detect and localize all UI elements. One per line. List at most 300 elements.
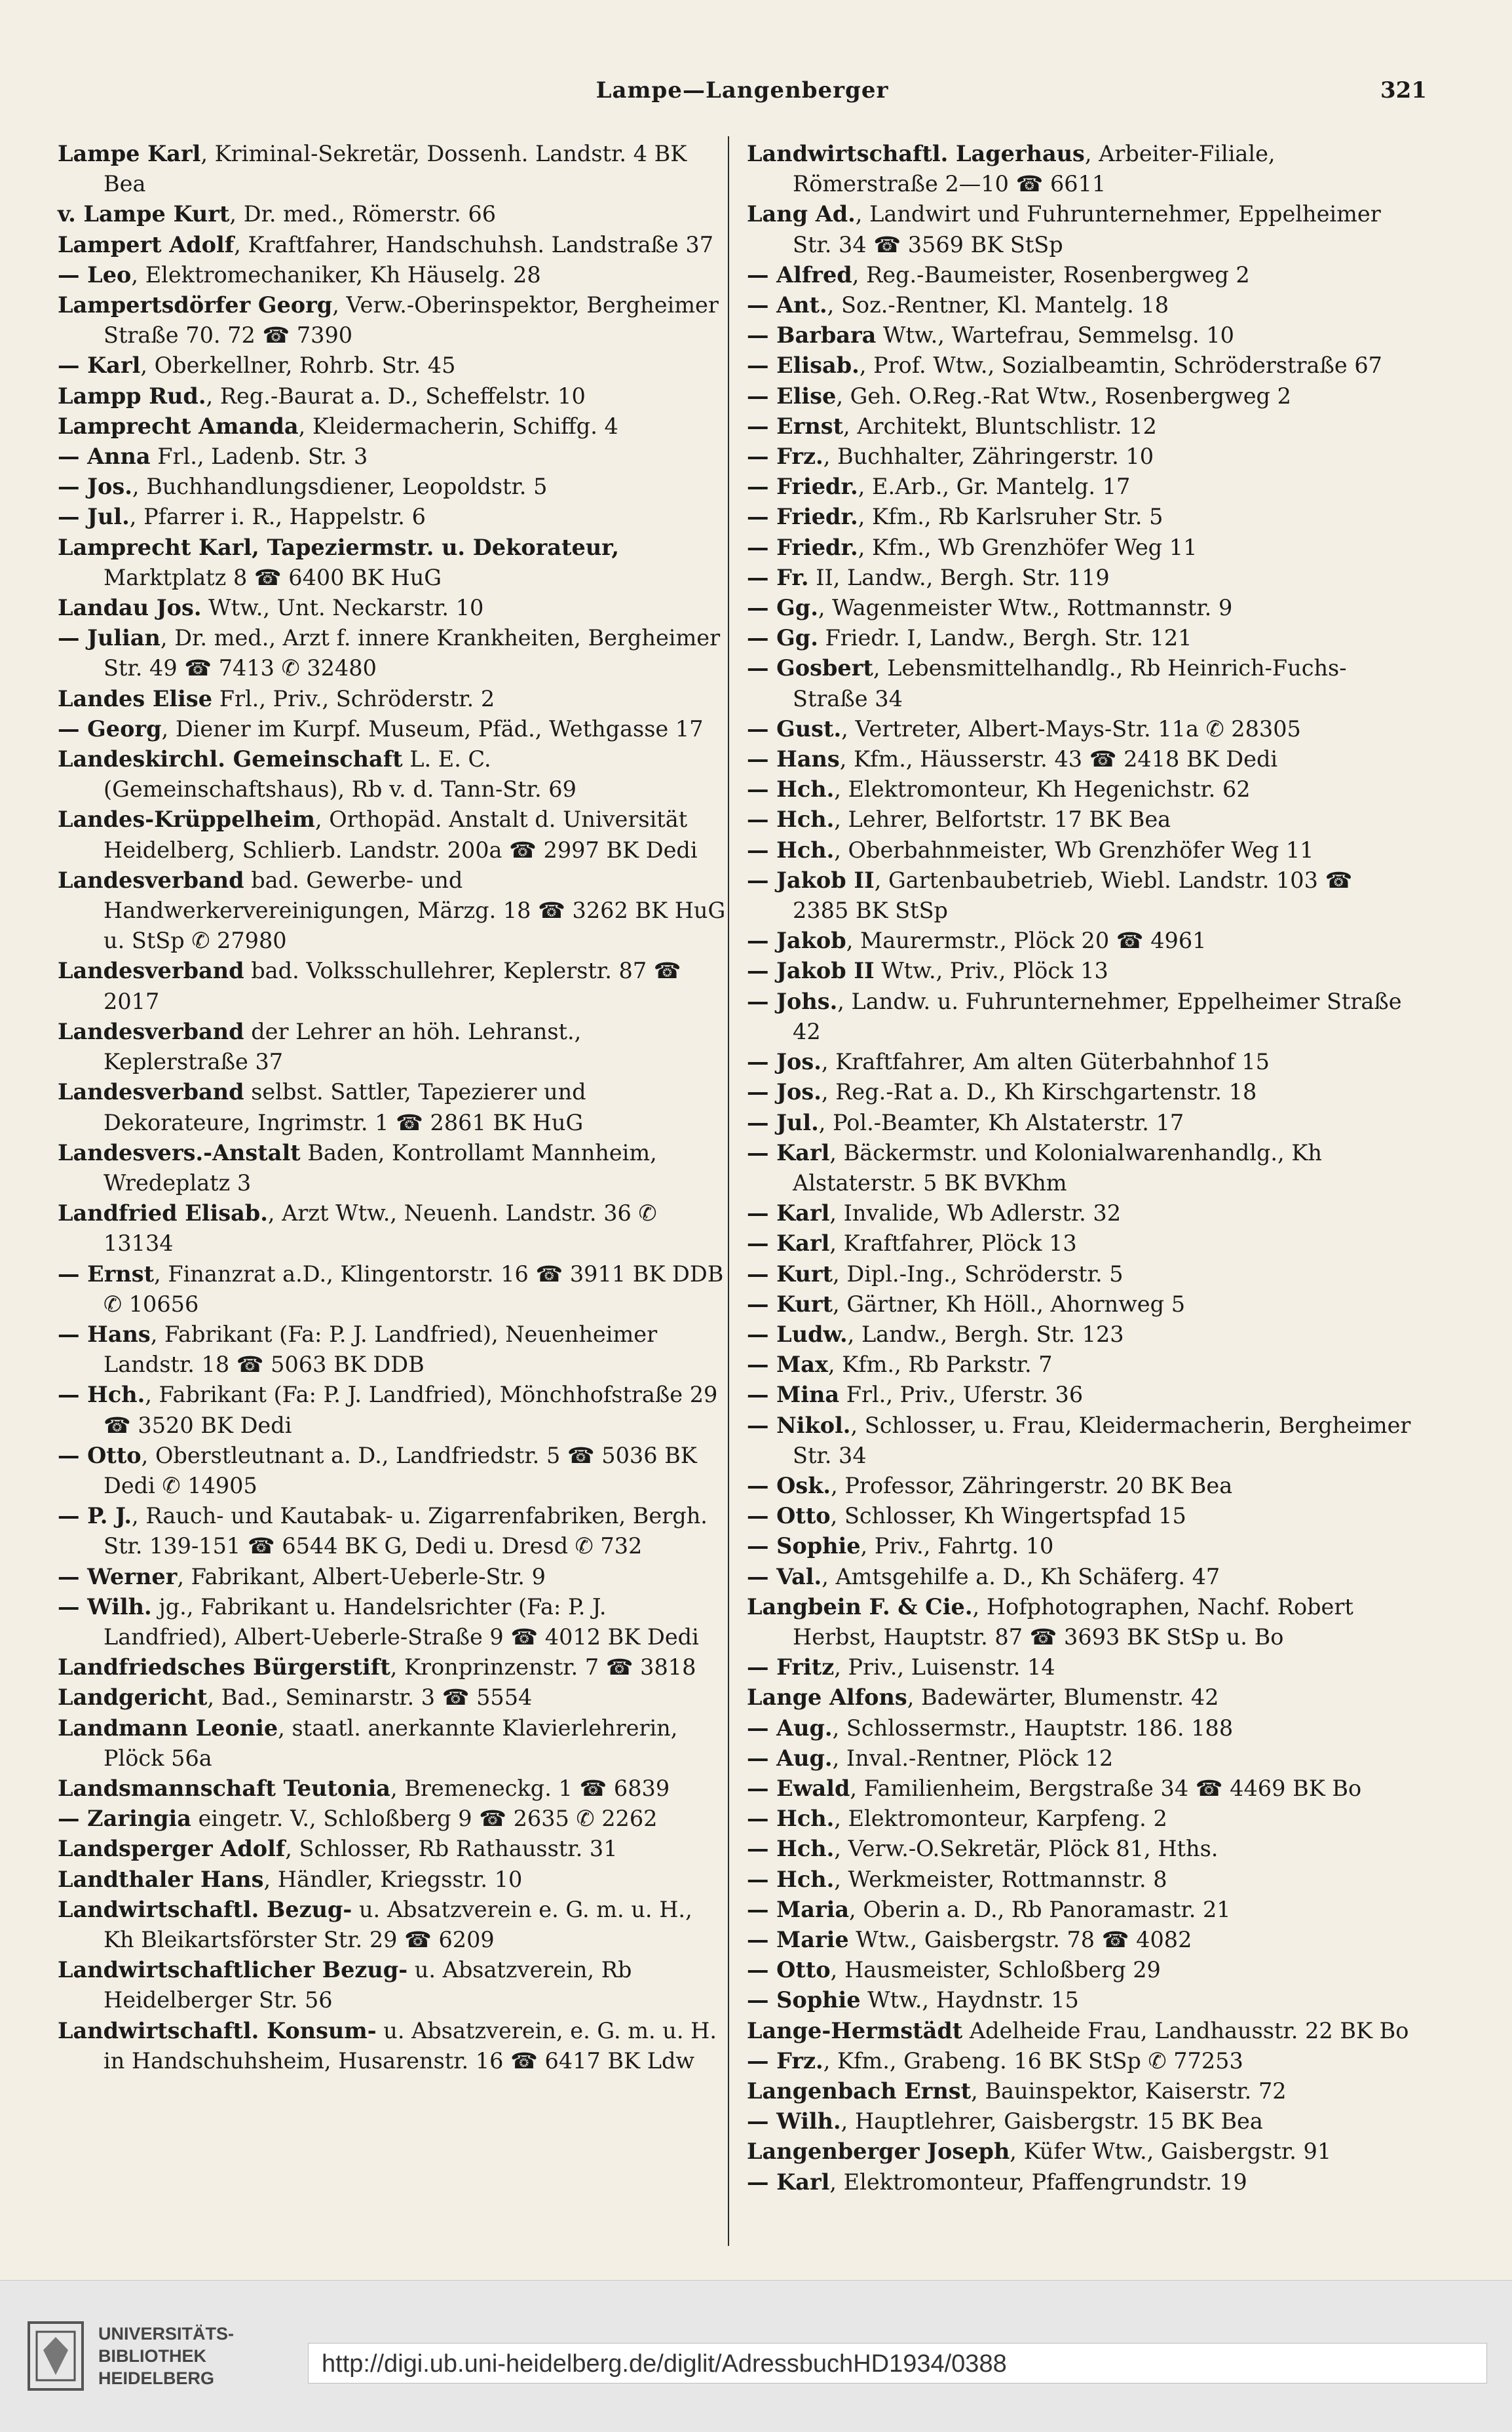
entry-details: , Vertreter, Albert-Mays-Str. 11a ✆ 28305 xyxy=(841,715,1301,742)
entry-details: , Fabrikant, Albert-Ueberle-Str. 9 xyxy=(177,1563,546,1589)
entry-name: — Hch. xyxy=(747,1866,835,1892)
entry-name: — Friedr. xyxy=(747,474,858,500)
entry-details: , Kfm., Wb Grenzhöfer Weg 11 xyxy=(858,534,1198,560)
directory-entry xyxy=(58,533,726,593)
entry-details: , Rauch- und Kautabak- u. Zigarrenfabriken, Bergh. Str. 139-151 ☎ 6544 BK G, Dedi u. Dresd ✆ 732 xyxy=(104,1503,708,1559)
directory-entry xyxy=(58,1682,726,1713)
directory-entry xyxy=(747,1652,1415,1682)
entry-details: , Bäckermstr. und Kolonialwarenhandlg., Kh Alstaterstr. 5 BK BVKhm xyxy=(793,1139,1322,1196)
entry-details: Adelheide Frau, Landhausstr. 22 BK Bo xyxy=(962,2017,1409,2043)
directory-entry xyxy=(747,987,1415,1047)
entry-name: — Fritz xyxy=(747,1654,835,1681)
entry-details: , Inval.-Rentner, Plöck 12 xyxy=(832,1745,1114,1771)
library-logo xyxy=(26,2320,301,2399)
directory-entry xyxy=(747,865,1415,926)
entry-details: , Verw.-O.Sekretär, Plöck 81, Hths. xyxy=(834,1836,1219,1862)
entry-name: — Elise xyxy=(747,383,837,409)
directory-entry xyxy=(58,805,726,865)
directory-entry xyxy=(58,1774,726,1804)
entry-details: , Reg.-Baumeister, Rosenbergweg 2 xyxy=(852,261,1250,288)
entry-name: — Gg. xyxy=(747,595,818,621)
entry-details: selbst. Sattler, Tapezierer und Dekorateure, Ingrimstr. 1 ☎ 2861 BK HuG xyxy=(104,1079,586,1135)
entry-details: , Gärtner, Kh Höll., Ahornweg 5 xyxy=(833,1291,1186,1317)
entry-details: , Oberbahnmeister, Wb Grenzhöfer Weg 11 xyxy=(834,837,1314,863)
directory-entry xyxy=(747,533,1415,563)
directory-entry xyxy=(58,593,726,623)
entry-name: Langenberger Joseph xyxy=(747,2138,1010,2165)
directory-entry xyxy=(58,502,726,532)
entry-name: Langbein F. & Cie. xyxy=(747,1593,973,1620)
library-seal-icon xyxy=(26,2320,85,2392)
entry-name: Landesverband xyxy=(58,867,244,893)
directory-entry xyxy=(58,472,726,502)
directory-entry xyxy=(747,1411,1415,1471)
directory-entry xyxy=(747,744,1415,774)
directory-entry xyxy=(747,1895,1415,1925)
directory-entry xyxy=(58,1380,726,1440)
directory-entry xyxy=(747,1592,1415,1652)
entry-name: Landgericht xyxy=(58,1684,208,1711)
entry-details: , Buchhandlungsdiener, Leopoldstr. 5 xyxy=(132,474,548,500)
directory-entry xyxy=(58,1259,726,1320)
directory-entry xyxy=(58,1834,726,1864)
directory-entry xyxy=(747,2137,1415,2167)
directory-entry xyxy=(747,1259,1415,1289)
entry-details: Wtw., Gaisbergstr. 78 ☎ 4082 xyxy=(848,1926,1192,1952)
directory-entry xyxy=(58,1017,726,1077)
entry-details: , Elektromonteur, Kh Hegenichstr. 62 xyxy=(834,776,1251,803)
entry-name: — Ant. xyxy=(747,292,827,318)
entry-details: Marktplatz 8 ☎ 6400 BK HuG xyxy=(104,564,442,590)
directory-entry xyxy=(747,1077,1415,1107)
entry-name: v. Lampe Kurt xyxy=(58,201,230,227)
entry-details: Wtw., Haydnstr. 15 xyxy=(860,1987,1079,2013)
entry-name: Lamprecht Karl, Tapeziermstr. u. Dekorateur, xyxy=(58,534,620,560)
directory-entry xyxy=(58,1320,726,1380)
entry-details: Wtw., Priv., Plöck 13 xyxy=(874,958,1108,984)
entry-details: , Werkmeister, Rottmannstr. 8 xyxy=(834,1866,1167,1892)
entry-details: , Elektromonteur, Pfaffengrundstr. 19 xyxy=(829,2169,1247,2195)
entry-details: , Händler, Kriegsstr. 10 xyxy=(263,1866,523,1892)
entry-details: , Bremeneckg. 1 ☎ 6839 xyxy=(390,1775,670,1801)
directory-entry xyxy=(747,1471,1415,1501)
entry-details: , Kleidermacherin, Schiffg. 4 xyxy=(298,413,618,439)
viewer-footer xyxy=(0,2280,1512,2432)
entry-details: jg., Fabrikant u. Handelsrichter (Fa: P. J. Landfried), Albert-Ueberle-Straße 9 ☎ 4012 BK Dedi xyxy=(104,1593,699,1650)
entry-name: — Jos. xyxy=(747,1079,822,1105)
entry-name: — Otto xyxy=(747,1957,831,1983)
directory-entry xyxy=(747,1804,1415,1834)
entry-details: , Hauptlehrer, Gaisbergstr. 15 BK Bea xyxy=(841,2108,1263,2135)
entry-name: Landwirtschaftl. Konsum- xyxy=(58,2017,377,2043)
directory-entry xyxy=(747,1380,1415,1410)
entry-details: , staatl. anerkannte Klavierlehrerin, Plöck 56a xyxy=(104,1715,678,1771)
entry-details: Frl., Priv., Uferstr. 36 xyxy=(839,1382,1084,1408)
directory-entry xyxy=(747,2106,1415,2137)
directory-entry xyxy=(747,1501,1415,1531)
left-column xyxy=(58,139,726,2076)
directory-entry xyxy=(747,381,1415,411)
entry-name: — Ludw. xyxy=(747,1321,848,1347)
directory-entry xyxy=(747,1047,1415,1077)
entry-details: , Hofphotographen, Nachf. Robert Herbst, Hauptstr. 87 ☎ 3693 BK StSp u. Bo xyxy=(793,1593,1353,1650)
entry-details: II, Landw., Bergh. Str. 119 xyxy=(808,564,1110,590)
entry-name: — Hans xyxy=(58,1321,151,1347)
directory-entry xyxy=(747,1198,1415,1228)
entry-details: , Badewärter, Blumenstr. 42 xyxy=(907,1684,1219,1711)
column-divider xyxy=(728,136,729,2246)
entry-name: — Karl xyxy=(747,1200,830,1226)
entry-name: Landes Elise xyxy=(58,685,213,712)
entry-details: , Oberin a. D., Rb Panoramastr. 21 xyxy=(849,1896,1231,1922)
entry-name: — Aug. xyxy=(747,1715,833,1741)
entry-name: — Frz. xyxy=(747,2047,823,2074)
entry-details: , Reg.-Rat a. D., Kh Kirschgartenstr. 18 xyxy=(821,1079,1257,1105)
entry-details: bad. Volksschullehrer, Keplerstr. 87 ☎ 2017 xyxy=(104,958,681,1014)
entry-name: — Osk. xyxy=(747,1472,831,1498)
directory-entry xyxy=(747,563,1415,593)
library-name-line: UNIVERSITÄTS- xyxy=(98,2324,235,2344)
directory-entry xyxy=(58,1441,726,1501)
entry-details: , Wagenmeister Wtw., Rottmannstr. 9 xyxy=(818,595,1233,621)
entry-details: , Elektromonteur, Karpfeng. 2 xyxy=(834,1806,1167,1832)
entry-name: Landthaler Hans xyxy=(58,1866,264,1892)
entry-name: — Otto xyxy=(747,1503,831,1529)
directory-entry xyxy=(747,1531,1415,1561)
entry-name: — P. J. xyxy=(58,1503,132,1529)
directory-entry xyxy=(747,653,1415,713)
directory-entry xyxy=(747,1713,1415,1743)
entry-name: Landau Jos. xyxy=(58,595,202,621)
directory-entry xyxy=(747,926,1415,956)
entry-name: — Maria xyxy=(747,1896,850,1922)
entry-name: — Frz. xyxy=(747,444,823,470)
entry-name: — Barbara xyxy=(747,322,877,349)
entry-name: — Karl xyxy=(58,352,141,379)
entry-name: Landfriedsches Bürgerstift xyxy=(58,1654,390,1681)
directory-entry xyxy=(58,290,726,351)
directory-entry xyxy=(747,1350,1415,1380)
page-number: 321 xyxy=(1380,77,1427,104)
entry-name: — Marie xyxy=(747,1926,849,1952)
entry-name: — Leo xyxy=(58,261,132,288)
directory-entry xyxy=(747,411,1415,442)
directory-entry xyxy=(747,1228,1415,1259)
entry-name: Landsperger Adolf xyxy=(58,1836,286,1862)
entry-details: Friedr. I, Landw., Bergh. Str. 121 xyxy=(818,625,1192,651)
entry-name: — Wilh. xyxy=(747,2108,841,2135)
entry-name: — Friedr. xyxy=(747,504,858,530)
directory-entry xyxy=(58,623,726,683)
entry-details: , Gartenbaubetrieb, Wiebl. Landstr. 103 ☎ 2385 BK StSp xyxy=(793,867,1353,924)
entry-details: , Arbeiter-Filiale, Römerstraße 2—10 ☎ 6611 xyxy=(793,141,1276,197)
entry-details: , Priv., Fahrtg. 10 xyxy=(860,1533,1054,1559)
entry-details: , Architekt, Bluntschlistr. 12 xyxy=(843,413,1157,439)
directory-entry xyxy=(58,351,726,381)
entry-name: — Kurt xyxy=(747,1291,833,1317)
entry-details: , Elektromechaniker, Kh Häuselg. 28 xyxy=(131,261,541,288)
directory-entry xyxy=(747,2016,1415,2046)
library-name-line: HEIDELBERG xyxy=(98,2368,215,2388)
entry-details: , Kfm., Grabeng. 16 BK StSp ✆ 77253 xyxy=(823,2047,1243,2074)
entry-details: , Pfarrer i. R., Happelstr. 6 xyxy=(129,504,426,530)
entry-details: , Kraftfahrer, Plöck 13 xyxy=(829,1230,1077,1257)
entry-name: Landmann Leonie xyxy=(58,1715,278,1741)
entry-name: — Hch. xyxy=(58,1382,145,1408)
directory-entry xyxy=(58,1652,726,1682)
directory-entry xyxy=(58,1895,726,1955)
entry-name: Lampertsdörfer Georg xyxy=(58,292,333,318)
directory-entry xyxy=(747,1955,1415,1985)
entry-name: — Jos. xyxy=(747,1049,822,1075)
entry-name: Landesverband xyxy=(58,1079,244,1105)
entry-name: — Ernst xyxy=(58,1261,155,1287)
entry-details: , Prof. Wtw., Sozialbeamtin, Schröderstraße 67 xyxy=(859,352,1382,379)
directory-entry xyxy=(747,2046,1415,2076)
directory-entry xyxy=(58,865,726,957)
entry-name: Landesverband xyxy=(58,958,244,984)
directory-entry xyxy=(747,1138,1415,1198)
entry-details: , Buchhalter, Zähringerstr. 10 xyxy=(823,444,1154,470)
directory-entry xyxy=(747,956,1415,986)
directory-entry xyxy=(747,320,1415,351)
directory-entry xyxy=(58,1198,726,1259)
entry-details: , Kfm., Rb Parkstr. 7 xyxy=(827,1352,1053,1378)
entry-details: , Dipl.-Ing., Schröderstr. 5 xyxy=(833,1261,1124,1287)
directory-entry xyxy=(747,260,1415,290)
entry-name: Lampp Rud. xyxy=(58,383,206,409)
entry-details: , Amtsgehilfe a. D., Kh Schäferg. 47 xyxy=(822,1563,1220,1589)
directory-entry xyxy=(747,199,1415,259)
directory-entry xyxy=(58,442,726,472)
directory-entry xyxy=(747,442,1415,472)
entry-name: — Elisab. xyxy=(747,352,860,379)
entry-name: — Jakob II xyxy=(747,867,875,893)
entry-details: , Finanzrat a.D., Klingentorstr. 16 ☎ 3911 BK DDB ✆ 10656 xyxy=(104,1261,724,1317)
entry-details: , Soz.-Rentner, Kl. Mantelg. 18 xyxy=(827,292,1169,318)
entry-name: — Wilh. xyxy=(58,1593,152,1620)
right-column xyxy=(747,139,1415,2197)
entry-details: , Arzt Wtw., Neuenh. Landstr. 36 ✆ 13134 xyxy=(104,1200,657,1257)
entry-name: — Ewald xyxy=(747,1775,850,1801)
directory-entry xyxy=(58,1865,726,1895)
entry-name: — Werner xyxy=(58,1563,178,1589)
directory-entry xyxy=(747,1108,1415,1138)
entry-name: Lamprecht Amanda xyxy=(58,413,299,439)
entry-name: — Kurt xyxy=(747,1261,833,1287)
entry-name: Lampert Adolf xyxy=(58,231,235,257)
permalink-url[interactable]: http://digi.ub.uni-heidelberg.de/diglit/AdressbuchHD1934/0388 xyxy=(308,2343,1487,2384)
entry-name: Landwirtschaftlicher Bezug- xyxy=(58,1957,408,1983)
directory-entry xyxy=(747,472,1415,502)
directory-entry xyxy=(58,956,726,1016)
entry-name: — Alfred xyxy=(747,261,852,288)
entry-name: — Jos. xyxy=(58,474,132,500)
entry-name: Langenbach Ernst xyxy=(747,2078,972,2104)
entry-details: , Landw. u. Fuhrunternehmer, Eppelheimer Straße 42 xyxy=(793,988,1402,1044)
entry-name: — Hch. xyxy=(747,837,835,863)
entry-name: — Johs. xyxy=(747,988,838,1014)
entry-name: — Hch. xyxy=(747,1836,835,1862)
entry-details: der Lehrer an höh. Lehranst., Keplerstraße 37 xyxy=(104,1018,582,1075)
entry-name: — Hch. xyxy=(747,1806,835,1832)
entry-details: L. E. C. (Gemeinschaftshaus), Rb v. d. Tann-Str. 69 xyxy=(104,746,576,803)
directory-entry xyxy=(58,1138,726,1198)
entry-details: , Dr. med., Arzt f. innere Krankheiten, Bergheimer Str. 49 ☎ 7413 ✆ 32480 xyxy=(104,625,721,681)
entry-details: , Reg.-Baurat a. D., Scheffelstr. 10 xyxy=(206,383,586,409)
directory-entry xyxy=(58,139,726,199)
entry-details: , Lebensmittelhandlg., Rb Heinrich-Fuchs-Straße 34 xyxy=(793,655,1347,712)
entry-details: , Bauinspektor, Kaiserstr. 72 xyxy=(971,2078,1287,2104)
directory-entry xyxy=(747,2076,1415,2106)
entry-name: — Karl xyxy=(747,1139,830,1166)
entry-details: Frl., Ladenb. Str. 3 xyxy=(150,444,368,470)
entry-details: , Bad., Seminarstr. 3 ☎ 5554 xyxy=(207,1684,533,1711)
directory-entry xyxy=(747,714,1415,744)
entry-details: , Diener im Kurpf. Museum, Pfäd., Wethgasse 17 xyxy=(161,715,704,742)
entry-details: u. Absatzverein e. G. m. u. H., Kh Bleikartsförster Str. 29 ☎ 6209 xyxy=(104,1896,692,1952)
directory-entry xyxy=(747,805,1415,835)
entry-details: , Lehrer, Belfortstr. 17 BK Bea xyxy=(834,807,1171,833)
directory-entry xyxy=(747,774,1415,805)
entry-name: — Ernst xyxy=(747,413,844,439)
entry-name: Landwirtschaftl. Bezug- xyxy=(58,1896,352,1922)
entry-name: — Nikol. xyxy=(747,1412,851,1438)
entry-name: — Mina xyxy=(747,1382,840,1408)
entry-name: — Georg xyxy=(58,715,162,742)
entry-name: — Val. xyxy=(747,1563,822,1589)
entry-details: , Landw., Bergh. Str. 123 xyxy=(847,1321,1124,1347)
directory-entry xyxy=(58,260,726,290)
entry-details: , Maurermstr., Plöck 20 ☎ 4961 xyxy=(846,928,1207,954)
entry-name: Lange-Hermstädt xyxy=(747,2017,963,2043)
entry-name: — Anna xyxy=(58,444,151,470)
directory-entry xyxy=(747,1774,1415,1804)
entry-name: Landwirtschaftl. Lagerhaus xyxy=(747,141,1085,166)
entry-details: , Oberkellner, Rohrb. Str. 45 xyxy=(140,352,456,379)
directory-entry xyxy=(58,1955,726,2015)
directory-entry xyxy=(747,835,1415,865)
entry-details: , Kfm., Rb Karlsruher Str. 5 xyxy=(858,504,1163,530)
entry-details: , Kriminal-Sekretär, Dossenh. Landstr. 4 BK Bea xyxy=(104,141,687,197)
directory-entry xyxy=(747,623,1415,653)
entry-details: , Kfm., Häusserstr. 43 ☎ 2418 BK Dedi xyxy=(839,746,1278,772)
entry-details: , Dr. med., Römerstr. 66 xyxy=(229,201,497,227)
directory-entry xyxy=(747,1743,1415,1774)
entry-name: — Hch. xyxy=(747,807,835,833)
entry-name: — Sophie xyxy=(747,1987,861,2013)
entry-name: — Aug. xyxy=(747,1745,833,1771)
entry-details: u. Absatzverein, Rb Heidelberger Str. 56 xyxy=(104,1957,632,2013)
directory-entry xyxy=(58,744,726,805)
entry-details: , Landwirt und Fuhrunternehmer, Eppelheimer Str. 34 ☎ 3569 BK StSp xyxy=(793,201,1381,257)
entry-details: , Schlosser, Rb Rathausstr. 31 xyxy=(285,1836,618,1862)
entry-details: , Orthopäd. Anstalt d. Universität Heidelberg, Schlierb. Landstr. 200a ☎ 2997 BK Dedi xyxy=(104,807,698,863)
directory-entry xyxy=(58,381,726,411)
entry-details: , Kronprinzenstr. 7 ☎ 3818 xyxy=(390,1654,696,1681)
entry-name: — Hans xyxy=(747,746,840,772)
entry-details: Frl., Priv., Schröderstr. 2 xyxy=(212,685,495,712)
entry-name: — Sophie xyxy=(747,1533,861,1559)
entry-details: u. Absatzverein, e. G. m. u. H. in Handschuhsheim, Husarenstr. 16 ☎ 6417 BK Ldw xyxy=(104,2017,717,2074)
directory-entry xyxy=(58,684,726,714)
entry-details: , Invalide, Wb Adlerstr. 32 xyxy=(829,1200,1122,1226)
directory-entry xyxy=(747,2167,1415,2197)
library-name-line: BIBLIOTHEK xyxy=(98,2346,206,2366)
entry-name: — Zaringia xyxy=(58,1806,191,1832)
page-title: Lampe—Langenberger xyxy=(595,77,889,104)
entry-details: , Fabrikant (Fa: P. J. Landfried), Mönchhofstraße 29 ☎ 3520 BK Dedi xyxy=(104,1382,718,1438)
directory-entry xyxy=(747,290,1415,320)
entry-name: — Hch. xyxy=(747,776,835,803)
directory-entry xyxy=(747,1289,1415,1320)
entry-name: — Karl xyxy=(747,2169,830,2195)
directory-entry xyxy=(58,230,726,260)
entry-details: , Kraftfahrer, Am alten Güterbahnhof 15 xyxy=(821,1049,1270,1075)
entry-details: , Hausmeister, Schloßberg 29 xyxy=(830,1957,1161,1983)
directory-entry xyxy=(747,1985,1415,2015)
entry-details: Wtw., Wartefrau, Semmelsg. 10 xyxy=(876,322,1234,349)
directory-entry xyxy=(58,714,726,744)
entry-name: — Jakob II xyxy=(747,958,875,984)
directory-entry xyxy=(58,2016,726,2076)
entry-details: , Geh. O.Reg.-Rat Wtw., Rosenbergweg 2 xyxy=(836,383,1291,409)
directory-entry xyxy=(747,1865,1415,1895)
entry-name: — Jul. xyxy=(58,504,130,530)
entry-name: Lang Ad. xyxy=(747,201,856,227)
directory-entry xyxy=(747,1562,1415,1592)
directory-entry xyxy=(58,1501,726,1561)
entry-name: — Gust. xyxy=(747,715,842,742)
entry-name: — Gosbert xyxy=(747,655,873,681)
entry-details: , Schlossermstr., Hauptstr. 186. 188 xyxy=(832,1715,1234,1741)
entry-details: , Kraftfahrer, Handschuhsh. Landstraße 37 xyxy=(234,231,714,257)
directory-entry xyxy=(58,1077,726,1137)
entry-name: — Karl xyxy=(747,1230,830,1257)
entry-name: Lange Alfons xyxy=(747,1684,907,1711)
entry-details: eingetr. V., Schloßberg 9 ☎ 2635 ✆ 2262 xyxy=(191,1806,658,1832)
entry-details: , Schlosser, u. Frau, Kleidermacherin, Bergheimer Str. 34 xyxy=(793,1412,1411,1468)
entry-name: — Jakob xyxy=(747,928,846,954)
directory-entry xyxy=(58,1804,726,1834)
entry-details: bad. Gewerbe- und Handwerkervereinigungen, Märzg. 18 ☎ 3262 BK HuG u. StSp ✆ 27980 xyxy=(104,867,726,954)
entry-name: Landesvers.-Anstalt xyxy=(58,1139,301,1166)
directory-entry xyxy=(747,1682,1415,1713)
entry-name: Landes-Krüppelheim xyxy=(58,807,315,833)
directory-entry xyxy=(58,1713,726,1774)
entry-name: — Otto xyxy=(58,1442,142,1468)
entry-details: , Verw.-Oberinspektor, Bergheimer Straße 70. 72 ☎ 7390 xyxy=(104,292,719,349)
directory-entry xyxy=(58,1592,726,1652)
entry-details: , Professor, Zähringerstr. 20 BK Bea xyxy=(831,1472,1233,1498)
entry-details: , Familienheim, Bergstraße 34 ☎ 4469 BK Bo xyxy=(850,1775,1362,1801)
entry-name: — Friedr. xyxy=(747,534,858,560)
entry-details: , Küfer Wtw., Gaisbergstr. 91 xyxy=(1010,2138,1332,2165)
entry-name: Landeskirchl. Gemeinschaft xyxy=(58,746,403,772)
directory-entry xyxy=(58,411,726,442)
entry-details: Baden, Kontrollamt Mannheim, Wredeplatz 3 xyxy=(104,1139,657,1196)
entry-details: , Pol.-Beamter, Kh Alstaterstr. 17 xyxy=(818,1109,1184,1135)
directory-entry xyxy=(747,139,1415,199)
entry-details: , Priv., Luisenstr. 14 xyxy=(834,1654,1055,1681)
entry-name: Landfried Elisab. xyxy=(58,1200,268,1226)
directory-entry xyxy=(58,1562,726,1592)
entry-details: , Schlosser, Kh Wingertspfad 15 xyxy=(830,1503,1186,1529)
entry-details: , E.Arb., Gr. Mantelg. 17 xyxy=(858,474,1131,500)
directory-entry xyxy=(747,1925,1415,1955)
entry-name: Lampe Karl xyxy=(58,141,201,166)
library-name xyxy=(98,2323,234,2389)
